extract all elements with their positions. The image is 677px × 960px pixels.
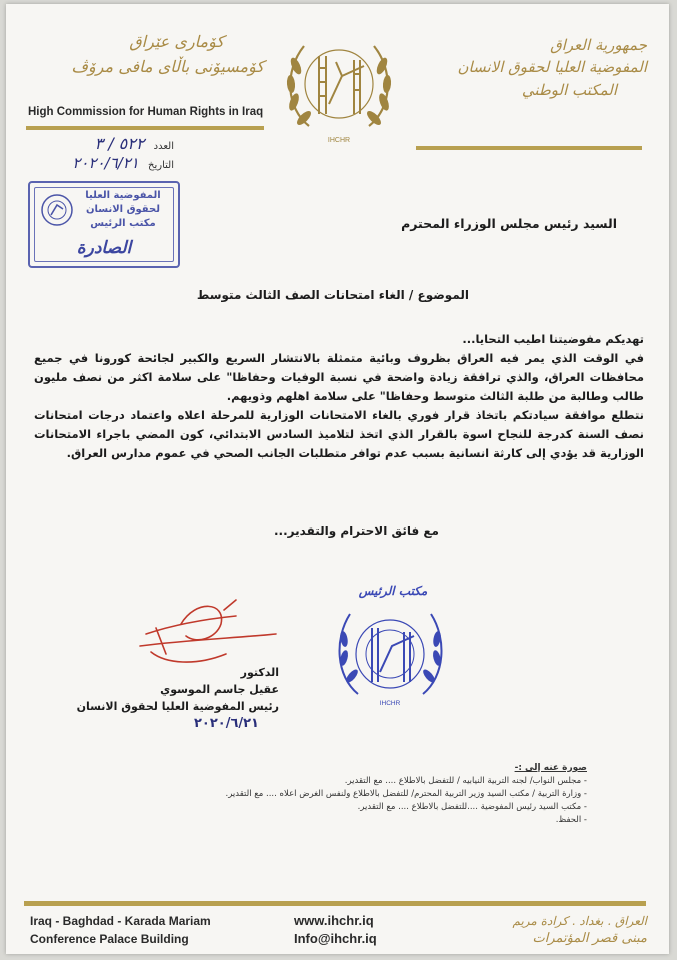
header-country: جمهورية العراق [550,36,647,54]
header-rule-left [26,126,264,130]
cc-heading: صورة عنه إلى :- [514,763,587,773]
commission-emblem [274,26,404,146]
ref-number-row [24,134,174,154]
cc-item-1: - مجلس النواب/ لجنه التربية النيابيه / للتفضل بالاطلاع .... مع التقدير. [344,776,587,786]
footer-rule [24,901,646,906]
footer-address-en [30,912,211,948]
stamp-outgoing: الصادرة [76,238,132,258]
blue-seal-icon [328,584,453,709]
header-english-title: High Commission for Human Rights in Iraq [28,106,264,118]
footer-website-link[interactable]: www.ihchr.iq [294,913,374,928]
footer-address-en-line-1: Iraq - Baghdad - Karada Mariam [30,914,211,928]
stamp-text [78,189,168,231]
signature-title: الدكتور [240,666,279,679]
closing-line: مع فائق الاحترام والتقدير... [273,524,439,538]
cc-item-2: - وزارة التربية / مكتب السيد وزير التربية المحترم/ للتفضل بالاطلاع ولنفس الغرض اعلاه .... مع التقدير. [225,789,587,799]
subject-line: الموضوع / الغاء امتحانات الصف الثالث متوسط [196,288,469,302]
ref-number-label: العدد [153,141,174,152]
header-kurdish-country: كۆماری عێراق [129,32,224,51]
header-office: المكتب الوطني [521,81,617,99]
addressee: السيد رئيس مجلس الوزراء المحترم [401,216,617,231]
letter-body [34,330,644,463]
ref-date-row [24,154,174,175]
cc-item-4: - الحفظ. [555,815,587,825]
stamp-emblem-icon [40,193,74,227]
footer-address-ar-line-2: مبنى قصر المؤتمرات [532,931,647,946]
signature-date: ٢٠٢٠/٦/٢١ [193,716,259,731]
footer-address-en-line-2: Conference Palace Building [30,932,189,946]
greeting: تهديكم مفوضيتنا اطيب التحايا... [462,332,644,346]
footer-contact [294,912,377,948]
cc-list [127,762,587,827]
header-right-block [437,34,647,102]
un-wreath-icon [274,26,404,146]
office-seal [328,584,453,709]
header-commission: المفوضية العليا لحقوق الانسان [457,58,647,76]
seal-top-text: مكتب الرئيس [358,584,428,598]
footer-email-link[interactable]: Info@ihchr.iq [294,931,377,946]
ref-number-value: ٥٢٢ / ٣ [94,134,145,153]
ref-date-value: ٢٠٢٠/٦/٢١ [72,154,139,172]
stamp-line-2: لحقوق الانسان [86,204,160,215]
header-left-block [34,30,264,80]
signature-block [76,664,279,732]
body-paragraph-1: في الوقت الذي يمر فيه العراق بظروف وبائية متمثلة بالانتشار السريع والكبير لجائحة كورونا في جميع محافظات العراق، والذي ترافقة زيادة واضحة في نسبة الوفيات وحفاظا" على سلامة اكثر من نصف مليون طالب وطالبة من طلبة الثالث متوسط وحفاظا" على سلامة اهلهم وذويهم. [34,351,644,403]
ref-date-label: التاريخ [148,160,174,171]
outgoing-stamp [28,181,180,268]
stamp-line-1: المفوضية العليا [85,190,161,201]
handwritten-signature [126,594,286,674]
cc-item-3: - مكتب السيد رئيس المفوضية ....للتفضل بالاطلاع .... مع التقدير. [357,802,587,812]
stamp-line-3: مكتب الرئيس [90,218,156,229]
seal-caption: IHCHR [379,700,401,707]
letter-page [6,4,669,954]
header-rule-right [416,146,642,150]
footer-address-ar [512,912,647,948]
footer-address-ar-line-1: العراق . بغداد . كرادة مريم [512,914,647,928]
signature-position: رئيس المفوضية العليا لحقوق الانسان [76,700,279,713]
signature-name: عقيل جاسم الموسوي [160,683,279,696]
ref-block [24,134,174,175]
emblem-caption: IHCHR [327,137,351,144]
body-paragraph-2: نتطلع موافقة سيادتكم باتخاذ قرار فوري بالغاء الامتحانات الوزارية للمرحلة اعلاه واعتماد درجات امتحانات نصف السنة كدرجة للنجاح اسوة بالقرار الذي اتخذ لتلاميذ السادس الابتدائي، كون المضي باجراء الامتحانات الوزارية قد يؤدي إلى كارثة انسانية بسبب عدم توافر متطلبات الجانب الصحي في عموم مدارس العراق. [34,408,644,460]
header-kurdish-commission: كۆمسیۆنی باڵای مافی مرۆڤ [71,57,264,76]
